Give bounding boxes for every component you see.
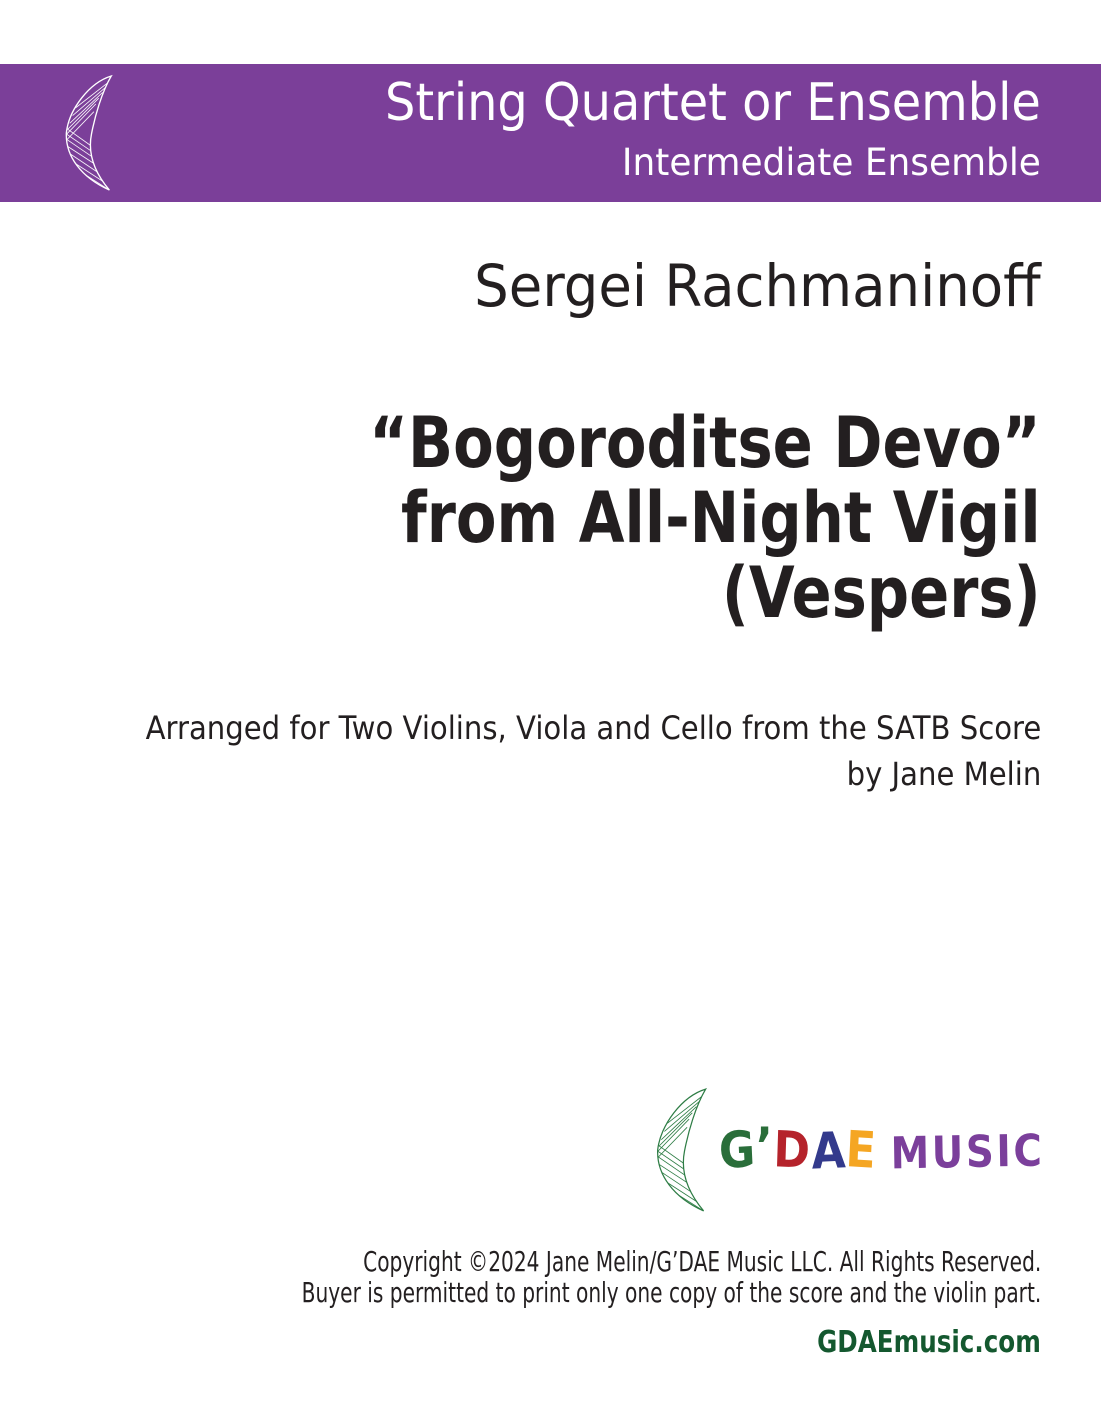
gdae-letter-g: G — [717, 1119, 758, 1181]
copyright-line-1: Copyright ©2024 Jane Melin/G’DAE Music LLC. All Rights Reserved. — [362, 1245, 1041, 1278]
website-link[interactable]: GDAEmusic.com — [817, 1325, 1041, 1360]
series-title: String Quartet or Ensemble — [385, 73, 1041, 133]
copyright-notice — [301, 1246, 1041, 1308]
header-banner — [0, 64, 1101, 202]
piece-title — [369, 402, 1042, 634]
composer-name: Sergei Rachmaninoff — [474, 252, 1041, 320]
gdae-letter-e: E — [844, 1120, 879, 1180]
gdae-letter-a: A — [810, 1121, 847, 1181]
copyright-line-2: Buyer is permitted to print only one copy of the score and the violin part. — [301, 1276, 1041, 1309]
piece-title-line-3: (Vespers) — [722, 552, 1041, 634]
banner-text-block — [328, 72, 1041, 186]
music-wordmark: MUSIC — [890, 1125, 1046, 1180]
gdae-letters — [717, 1117, 879, 1181]
piece-title-line-2: from All-Night Vigil — [401, 477, 1042, 559]
arranger-name: by Jane Melin — [846, 755, 1041, 793]
piece-title-line-1: “Bogoroditse Devo” — [369, 402, 1041, 484]
arrangement-line: Arranged for Two Violins, Viola and Cello from the SATB Score — [145, 709, 1041, 747]
gdae-boomerang-icon — [653, 1086, 715, 1214]
gdae-apostrophe: ’ — [756, 1117, 774, 1175]
difficulty-level: Intermediate Ensemble — [622, 141, 1041, 184]
arrangement-credit — [145, 705, 1041, 797]
boomerang-logo-icon — [62, 70, 120, 196]
publisher-wordmark — [717, 1117, 1046, 1181]
publisher-logo — [653, 1084, 1089, 1216]
gdae-letter-d: D — [772, 1120, 812, 1180]
